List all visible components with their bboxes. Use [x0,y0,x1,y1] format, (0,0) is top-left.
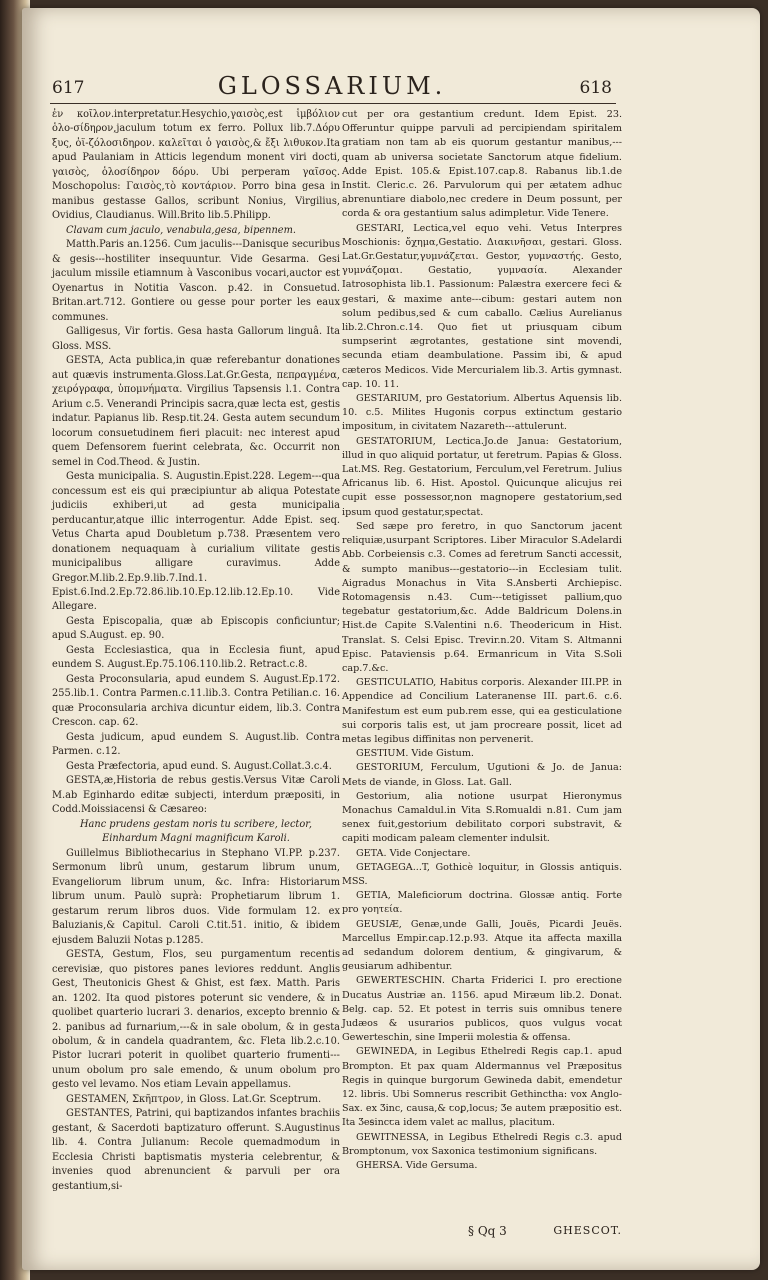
paragraph: Gestorium, alia notione usurpat Hieronymus Monachus Camaldul.in Vita S.Romualdi n.81. Cum jam senex fuit,gestorium debilitato corpori substravit, & capiti modicam paleam clementer indulsit. [342,790,622,845]
paragraph: GESTA, Gestum, Flos, seu purgamentum recentis cerevisiæ, quo pistores panes leviores reddunt. Anglis Gest, Theutonicis Ghest & Ghist, est fæx. Matth. Paris an. 1202. Ita quod pistores poterunt sic vendere, & in quolibet quarterio lucrari 3. denarios, excepto brennio & 2. panibus ad furnarium,---& in sale obolum, & in gesta obolum, & in candela quadrantem, &c. Fleta lib.2.c.10. Pistor lucrari poterit in quolibet quarterio frumenti---unum obolum pro sale emendo, & unum obolum pro gesto vel levamo. Nos etiam Levain appellamus. [52,949,340,1091]
paragraph: GESTORIUM, Ferculum, Ugutioni & Jo. de Janua: Mets de viande, in Gloss. Lat. Gall. [342,762,622,788]
page-footer [422,1224,622,1248]
verse-quote: Hanc prudens gestam noris tu scribere, lector, Einhardum Magni magnificum Karoli. [80,818,312,845]
paragraph: GETIA, Maleficiorum doctrina. Glossæ antiq. Forte pro γοητεία. [342,890,622,916]
paragraph: GESTICULATIO, Habitus corporis. Alexander III.PP. in Appendice ad Concilium Lateranense III. part.6. c.6. Manifestum est eum pub.rem esse, qui ea gesticulatione sui corporis talis est, ut jam procreare possit, licet ad metas legibus diffinitas non pervenerit. [342,677,622,745]
left-column [52,108,340,1194]
paragraph: GESTARIUM, pro Gestatorium. Albertus Aquensis lib. 10. c.5. Milites Hugonis corpus extinctum gestario impositum, in civitatem Nazareth---attulerunt. [342,393,622,433]
paragraph: GETAGEGA...T, Gothicè loquitur, in Glossis antiquis. MSS. [342,861,622,887]
paragraph: GHERSA. Vide Gersuma. [356,1160,478,1172]
header-rule [50,103,616,104]
paragraph: GESTIUM. Vide Gistum. [356,748,474,760]
paragraph: ἐν κοῖλον.interpretatur.Hesychio,γαισὸς,est ἱμβόλιον ὁλο-σίδηρον,jaculum totum ex ferro. Pollux lib.7.Δόρυ ξυς, ὀϊ-ζόλοσιδηρον. καλεῖται ὁ γαισὸς,& ἔξι λιθυκον.Ita apud Paulaniam in Atticis legendum monent viri docti, γαισὸς, ὁλοσίδηρον δόρυ. Ubi perperam γαῖσος. Moschopolus: Γαισὸς,τὸ κοντάριον. Porro bina gesa in manibus gestasse Gallos, scribunt Nonius, Virgilius, Ovidius, Claudianus. Will.Brito lib.5.Philipp. [52,109,340,222]
paragraph: GESTAMEN, Σκῆπτρον, in Gloss. Lat.Gr. Sceptrum. [66,1093,322,1105]
page-title: GLOSSARIUM. [217,72,447,100]
paragraph: Gesta Præfectoria, apud eund. S. August.Collat.3.c.4. [66,760,332,772]
paragraph: GEWINEDA, in Legibus Ethelredi Regis cap.1. apud Brompton. Et pax quam Aldermannus vel Præpositus Regis in quinque burgorum Gewineda dabit, emendetur 12. libris. Ubi Somnerus rescribit Gethinctha: vox Anglo-Sax. ex Ʒinc, causa,& ꞇoꝑ,locus; Ʒe autem præpositio est. Ita Ʒeꞩincꞇa idem valet ac mallus, placitum. [342,1046,622,1129]
paragraph: cut per ora gestantium credunt. Idem Epist. 23. Offeruntur quippe parvuli ad percipiendam spiritalem gratiam non tam ab eis quorum gestantur manibus,---quam ab universa societate Sanctorum atque fidelium. Adde Epist. 105.& Epist.107.cap.8. Rabanus lib.1.de Instit. Cleric.c. 26. Parvulorum qui per ætatem adhuc abrenuntiare diabolo,nec credere in Deum possunt, per corda & ora gestantium salus adimpletur. Vide Tenere. [342,109,622,220]
paragraph: Clavam cum jaculo, venabula,gesa, bipennem. [66,224,296,236]
paragraph: GETA. Vide Conjectare. [356,847,471,859]
paragraph: Gesta Proconsularia, apud eundem S. August.Ep.172. 255.lib.1. Contra Parmen.c.11.lib.3. Contra Petilian.c. 16. quæ Proconsularia archiva dicuntur eidem, lib.3. Contra Crescon. cap. 62. [52,673,340,729]
paragraph: Matth.Paris an.1256. Cum jaculis---Danisque securibus & gesis---hostiliter insequuntur. Vide Gesarma. Gesi jaculum missile etiamnum à Vasconibus vocari,auctor est Oyenartus in Notitia Vascon. p.42. in Consuetud. Britan.art.712. Gontiere ou gesse pour porter les eaux communes. [52,239,340,323]
paragraph: Gesta judicum, apud eundem S. August.lib. Contra Parmen. c.12. [52,731,340,758]
paragraph: GESTA, Acta publica,in quæ referebantur donationes aut quævis instrumenta.Gloss.Lat.Gr.Gesta, πεπραγμένα, χειρόγραφα, ὑπομνήματα. Virgilius Tapsensis l.1. Contra Arium c.5. Venerandi Principis sacra,quæ lecta est, gestis indatur. Papianus lib. Resp.tit.24. Gesta autem secundum locorum consuetudinem fieri placuit: nec interest apud quem Defensorem fuerint celebrata, &c. Occurrit non semel in Cod.Theod. & Justin. [52,355,340,468]
paragraph: GESTATORIUM, Lectica.Jo.de Janua: Gestatorium, illud in quo aliquid portatur, ut feretrum. Papias & Gloss. Lat.MS. Reg. Gestatorium, Ferculum,vel Feretrum. Julius Africanus lib. 6. Hist. Apostol. Quicunque alicujus rei cupit esse possessor,non magnopere gestatorium,sed ipsum quod gestatur,spectat. [342,435,622,518]
left-page-number: 617 [52,78,85,98]
book-page [22,8,760,1270]
paragraph: Gesta municipalia. S. Augustin.Epist.228. Legem---qua concessum est eis qui præcipiuntur ab aliqua Potestate judiciis exhiberi,ut ad gesta municipalia perducantur,atque illic interrogentur. Adde Epist. seq. Vetus Charta apud Doubletum p.738. Præsentem vero donationem nequaquam à curialium vilitate gestis municipalibus alligare curavimus. Adde Gregor.M.lib.2.Ep.9.lib.7.Ind.1. Epist.6.Ind.2.Ep.72.86.lib.10.Ep.12.lib.12.Ep.10. Vide Allegare. [52,471,340,613]
paragraph: GEWERTESCHIN. Charta Friderici I. pro erectione Ducatus Austriæ an. 1156. apud Miræum lib.2. Donat. Belg. cap. 52. Et potest in terris suis omnibus tenere Judæos & usurarios publicos, quos vulgus vocat Gewerteschin, sine Imperii molestia & offensa. [342,975,622,1044]
paragraph: Galligesus, Vir fortis. Gesa hasta Gallorum linguâ. Ita Gloss. MSS. [52,326,340,352]
paragraph: GESTARI, Lectica,vel equo vehi. Vetus Interpres Moschionis: ὄχημα,Gestatio. Διακινῆσαι, gestari. Gloss. Lat.Gr.Gestatur,γυμνάζεται. Gestor, γυμναστής. Gesto, γυμνάζομαι. Gestatio, γυμνασία. Alexander Iatrosophista lib.1. Passionum: Palæstra exercere feci & gestari, & maxime ante---cibum: gestari autem non solum pedibus,sed & cum caballo. Cælius Aurelianus lib.2.Chron.c.14. Quo fiet ut priusquam cibum sumpserint ægrotantes, gestatione sint movendi, secunda etiam deambulatione. Passim ibi, & apud cæteros Medicos. Vide Mercurialem lib.3. Artis gymnast. cap. 10. 11. [342,222,622,390]
paragraph: Sed sæpe pro feretro, in quo Sanctorum jacent reliquiæ,usurpant Scriptores. Liber Miraculor S.Adelardi Abb. Corbeiensis c.3. Comes ad feretrum Sancti accessit, & sumpto manibus---gestatorio---in Ecclesiam tulit. Aigradus Monachus in Vita S.Ansberti Archiepisc. Rotomagensis n.43. Cum---tetigisset pallium,quo tegebatur gestatorium,&c. Adde Baldricum Dolens.in Hist.de Capite S.Valentini n.6. Theodericum in Hist. Translat. S. Celsi Episc. Trevir.n.20. Vitam S. Altmanni Episc. Pataviensis p.64. Ermanricum in Vita S.Soli cap.7.&c. [342,520,622,674]
paragraph: GEUSIÆ, Genæ,unde Galli, Jouës, Picardi Jeuës. Marcellus Empir.cap.12.p.93. Atque ita affecta maxilla ad sedandum dolorem dentium, & gingivarum, & geusiarum adhibentur. [342,918,622,973]
right-page-number: 618 [579,78,612,98]
signature-mark: § Qq 3 [468,1224,507,1238]
paragraph: GESTA,æ,Historia de rebus gestis.Versus Vitæ Caroli M.ab Eginhardo editæ subjecti, interdum præpositi, in Codd.Moissiacensi & Cæsareo: [52,775,340,816]
paragraph: Gesta Episcopalia, quæ ab Episcopis conficiuntur; apud S.August. ep. 90. [52,615,340,642]
paragraph: Guillelmus Bibliothecarius in Stephano VI.PP. p.237. Sermonum librû unum, gestarum librum unum, Evangeliorum librum unum, &c. Infra: Historiarum librum unum. Paulò suprà: Prophetiarum librum 1. gestarum rerum libros duos. Vide formulam 12. ex Baluzianis,& Capitul. Caroli C.tit.51. initio, & ibidem ejusdem Baluzii Notas p.1285. [52,847,340,946]
paragraph: Gesta Ecclesiastica, qua in Ecclesia fiunt, apud eundem S. August.Ep.75.106.110.lib.2. Retract.c.8. [52,644,340,671]
catchword: GHESCOT. [553,1224,622,1237]
paragraph: GESTANTES, Patrini, qui baptizandos infantes brachiis gestant, & Sacerdoti baptizaturo offerunt. S.Augustinus lib. 4. Contra Julianum: Recole quemadmodum in Ecclesia Christi baptismatis mysteria celebrentur, & invenies quod abrenuncient & parvuli per ora gestantium,si- [52,1108,340,1192]
running-header [52,72,612,102]
right-column [342,108,622,1173]
paragraph: GEWITNESSA, in Legibus Ethelredi Regis c.3. apud Bromptonum, vox Saxonica testimonium significans. [342,1131,622,1157]
